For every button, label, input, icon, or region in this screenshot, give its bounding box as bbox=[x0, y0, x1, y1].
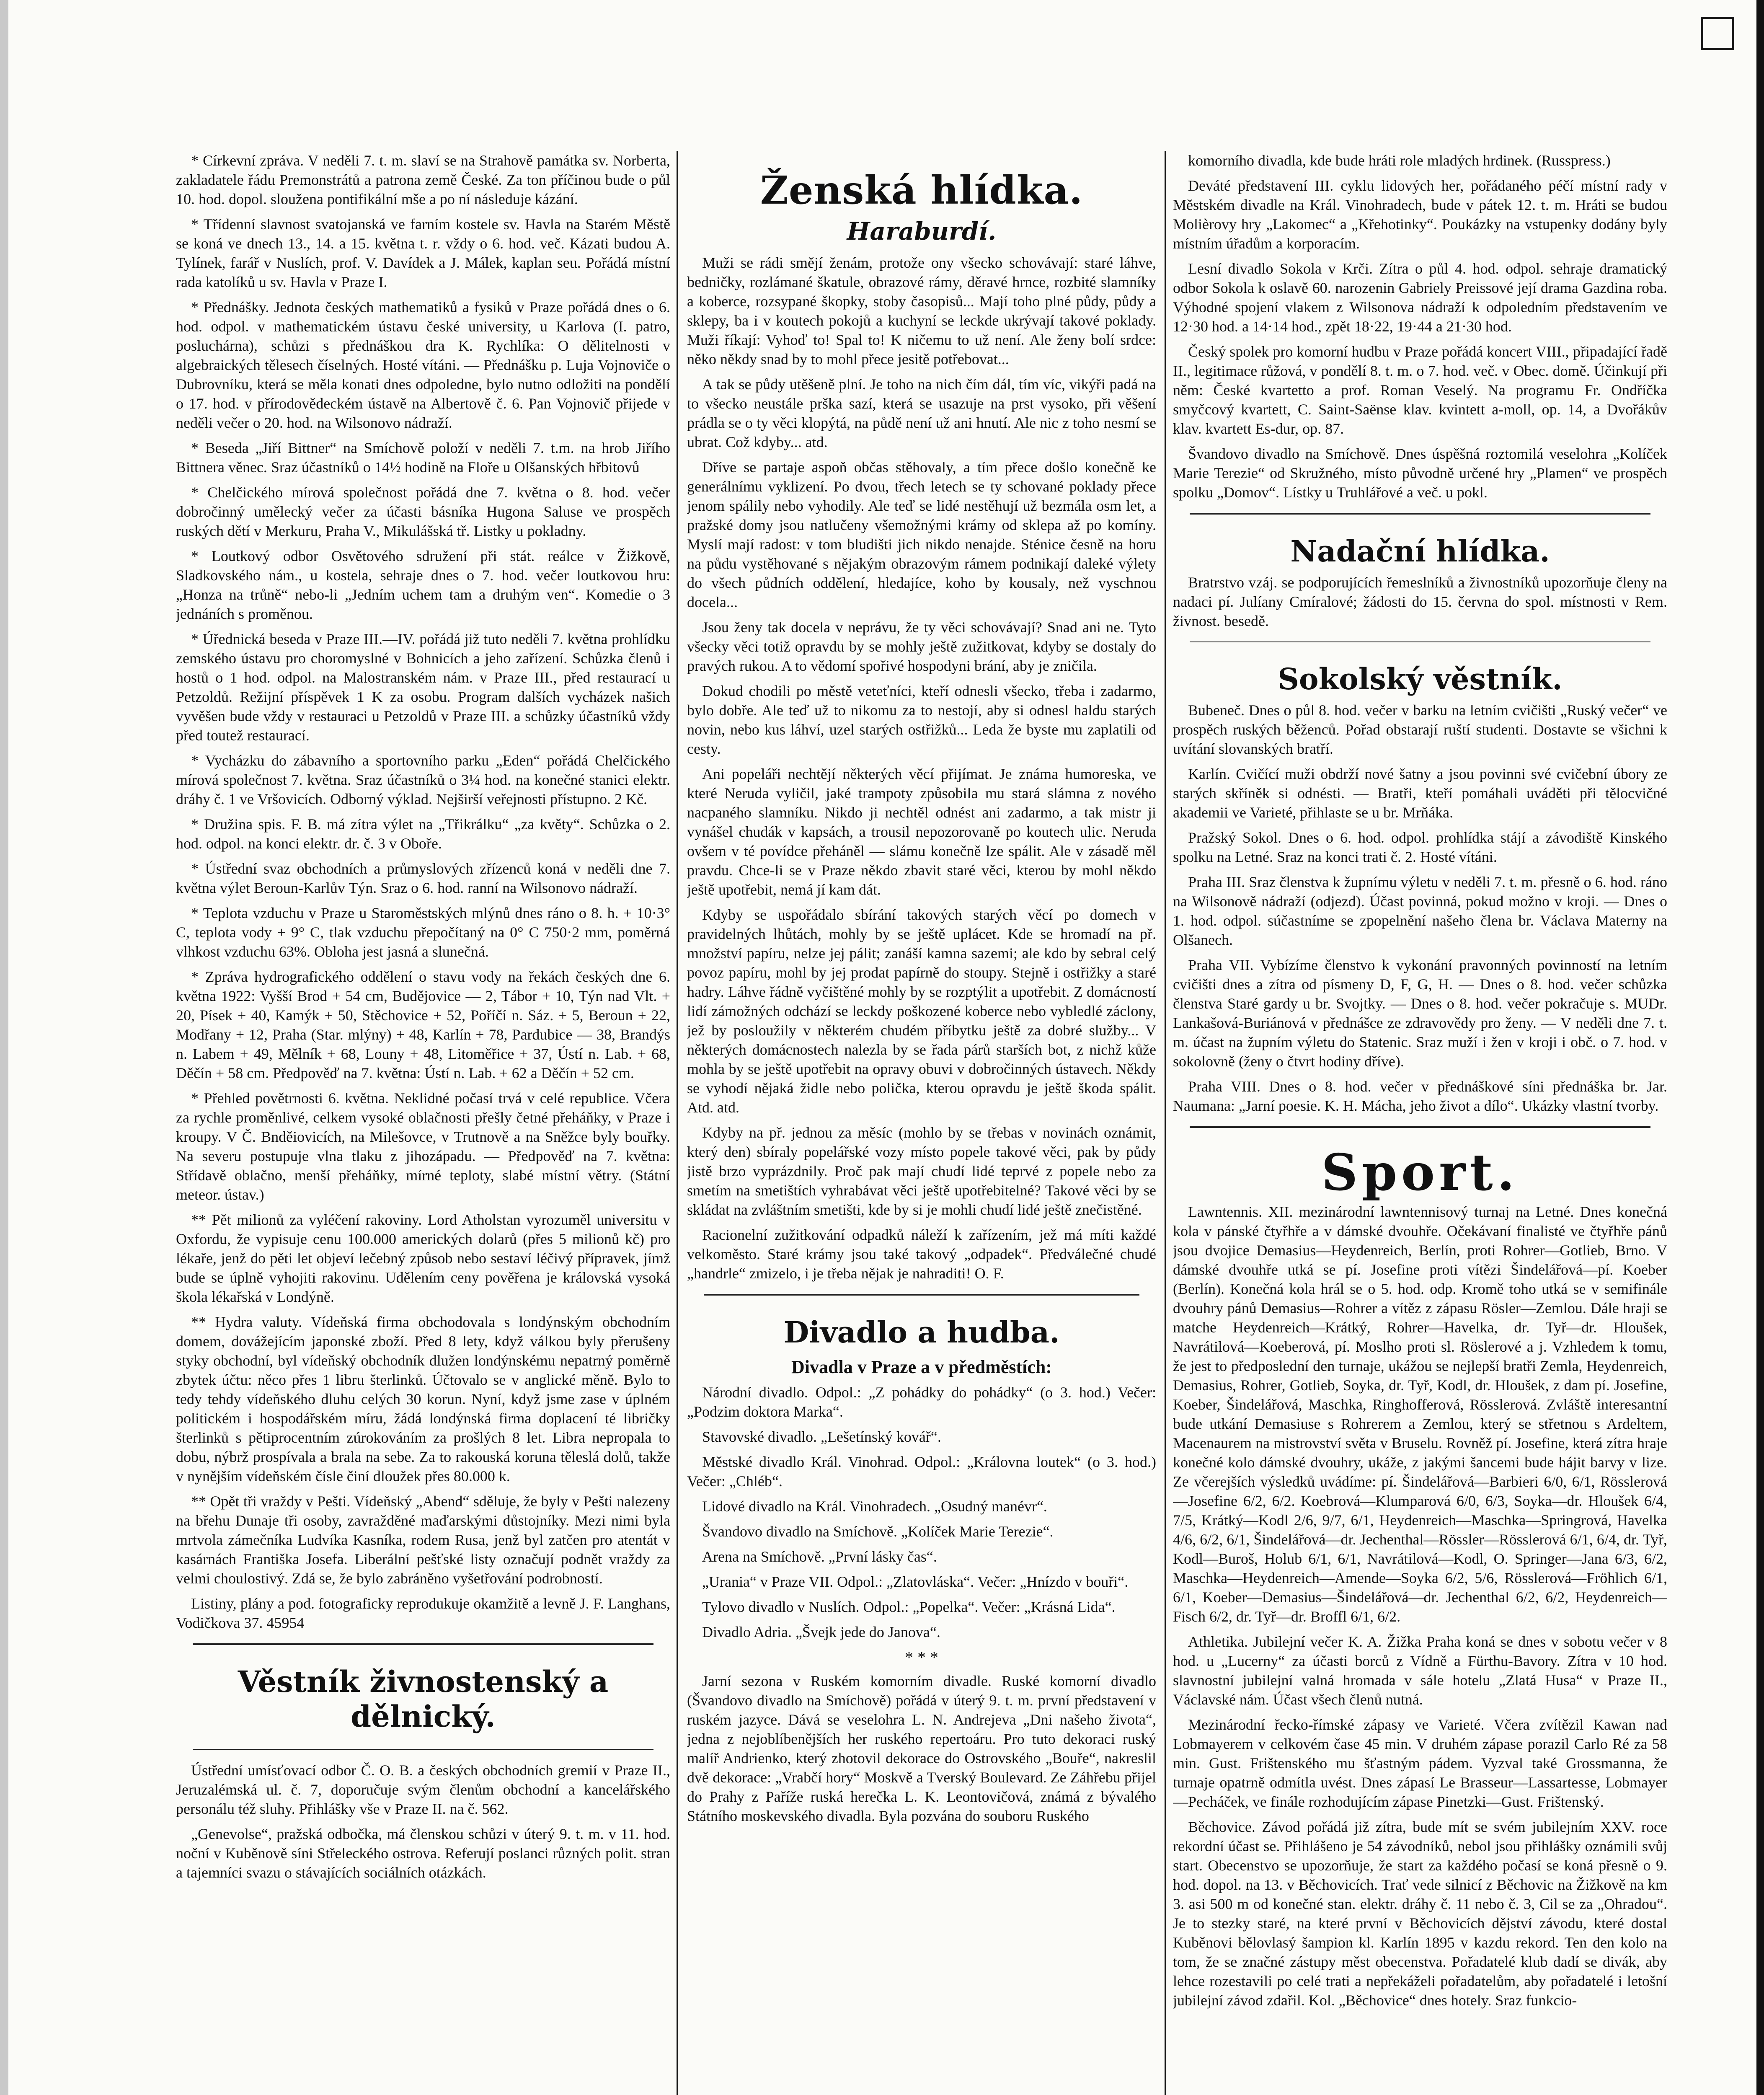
news-item: * Družina spis. F. B. má zítra výlet na „Třikrálku“ „za květy“. Schůzka o 2. hod. odpol. na konci elektr. dr. č. 3 v Oboře. bbox=[176, 816, 670, 852]
divider bbox=[193, 1749, 653, 1750]
sokol-item: Praha VIII. Dnes o 8. hod. večer v přednáškové síni přednáška br. Jar. Naumana: „Jarní poesie. K. H. Mácha, jeho život a dílo“. Ukázky vlastní tvorby. bbox=[1173, 1078, 1667, 1114]
news-item: ** Hydra valuty. Vídeňská firma obchodovala s londýnským obchodním domem, dovážejícím japonské zboží. Před 8 lety, když válkou byly přerušeny styky obchodní, byl vídeňský obchodník dlužen londýnskému nepatrný poměrně zbytek účtu: něco přes 1 libru šterlinků. Účtovalo se v anglické měně. Bylo to tedy tehdy vídeňského dluhu celých 30 korun. Nyní, když jsme zase v úplném politickém i hospodářském míru, žádá londýnská firma doplacení té libričky šterlinků s pětiprocentním zúrokováním za prošlých 8 let. Libra nepropala to dobu, nýbrž prospívala a brala na sebe. Za to rakouská koruna těleslá dolů, takže v nynějším vídeňském čísle činí dloužek přes 80.000 k. bbox=[176, 1314, 670, 1485]
article-paragraph: Dříve se partaje aspoň občas stěhovaly, a tím přece došlo konečně ke generálnímu vyklizení. Po dvou, třech letech se ty schované poklady přece jenom spálily nebo vyhodily. Ale teď se lidé nestěhují už bezmála osm let, a pražské domy jsou natlučeny všemožnými krámy od sklepa až po komíny. Myslí mají radost: v tom bludišti jich nikdo nenajde. Sténice česně na horu na půdu vystěhované s nějakým obrazovým rámem podnikají daleké výlety do všech půdních oddělení, hledajíce, koho by kousaly, než vyschnou docela... bbox=[687, 459, 1156, 610]
news-item: * Třídenní slavnost svatojanská ve farním kostele sv. Havla na Starém Městě se koná ve dnech 13., 14. a 15. května t. r. vždy o 6. hod. več. Kázati budou A. Tylínek, farář v Nuslích, prof. V. Davídek a J. Málek, kaplan seu. Pořádá místní rada katolíků u sv. Havla v Praze I. bbox=[176, 216, 670, 290]
news-item: * Přehled povětrnosti 6. května. Neklidné počasí trvá v celé republice. Včera za rychle proměnlivé, celkem vysoké oblačnosti přešly četné přeháňky, v Praze i kroupy. V Č. Bnděiovicích, na Milešovce, v Trutnově a na Sněžce byly bouřky. Na severu postupuje vlna tlaku z jihozápadu. — Předpověď na 7. května: Střídavě oblačno, menší přeháňky, mírné teploty, slabé místní větry. (Státní meteor. ústav.) bbox=[176, 1090, 670, 1203]
news-item: * Chelčického mírová společnost pořádá dne 7. května o 8. hod. večer dobročinný umělecký večer za účasti básníka Hugona Saluse ve prospěch ruských dětí v Merkuru, Praha V., Mikulášská tř. Listky u pokladny. bbox=[176, 484, 670, 539]
news-item: * Přednášky. Jednota českých mathematiků a fysiků v Praze pořádá dnes o 6. hod. odpol. v mathematickém ústavu české university, u Karlova (I. patro, posluchárna), schůzi s přednáškou dra K. Rychlíka: O dělitelnosti v algebraických tělesech číselných. Hosté vítáni. — Přednášku p. Luja Vojnoviče o Dubrovníku, která se měla konati dnes odpoledne, bylo nutno odložiti na pondělí o 17. hod. v přírodovědeckém ústavě na Albertově č. 6. Pan Vojnovič přijede v neděli večer o 20. hod. na Wilsonovo nádraží. bbox=[176, 299, 670, 431]
news-item: * Beseda „Jiří Bittner“ na Smíchově položí v neděli 7. t.m. na hrob Jiřího Bittnera věnec. Sraz účastníků o 14½ hodině na Floře u Olšanských hřbitovů bbox=[176, 440, 670, 476]
sport-item: Athletika. Jubilejní večer K. A. Žižka Praha koná se dnes v sobotu večer v 8 hod. u „Lucerny“ za účasti borců z Vídně a Fürthu-Bavory. Zítra v 10 hod. slavnostní jubilejní valná hromada v sále hotelu „Zlatá Husa“ v Praze II., Václavské nám. Účast všech členů nutná. bbox=[1173, 1633, 1667, 1708]
news-item: Listiny, plány a pod. fotograficky reprodukuje okamžitě a levně J. F. Langhans, Vodičkova 37. 45954 bbox=[176, 1595, 670, 1631]
theatre-item: Tylovo divadlo v Nuslích. Odpol.: „Popelka“. Večer: „Krásná Lida“. bbox=[702, 1598, 1116, 1615]
theatre-item: Národní divadlo. Odpol.: „Z pohádky do pohádky“ (o 3. hod.) Večer: „Podzim doktora Marka“. bbox=[687, 1384, 1156, 1420]
sport-item: Lawntennis. XII. mezinárodní lawntennisový turnaj na Letné. Dnes konečná kola v pánské čtyřhře a v dámské dvouhře. Očekávaní finalisté ve čtyřhře pánů jsou dvojice Demasius—Heydenreich, Berlín, proti Rohrer—Gotlieb, Brno. V dámské dvouhře utká se pí. Josefine proti vítězi Šindelářová—pí. Koeber (Berlín). Konečná kola hrál se o 5. hod. odp. Kromě toho utká se v semifinále dvouhry pánů Demasius—Rohrer a vítěz z zápasu Rösler—Zemlou. Dále hraji se matche Heydenreich—Krátký, Rohrer—Havelka, dr. Tyř—dr. Hloušek, Navrátilová—Koeberová, pí. Moslho proti sl. Röslerové a j. Vzhledem k tomu, že jest to předposlední den turnaje, ukážou se nejlepší bratři Zemla, Heydenreich, Demasius, Rohrer, Gotlieb, Soyka, dr. Tyř, Kodl, dr. Hloušek, z dam pí. Josefine, Koeber, Šindelářová, Maschka, Ringhofferová, Rösslerová. Zvláště interesantní bude utkání Demasiuse s Rohrerem a Zemlou, který se střetnou s Ardeltem, Macenaurem na mistrovství světa v Bruselu. Rovněž pí. Josefine, která zítra hraje konečné kolo dámské dvouhry, ukáže, z jakými šancemi bude hájit barvy v lize. Ze včerejších výsledků uvádíme: pí. Šindelářová—Barbieri 6/0, 6/1, Rösslerová—Josefine 6/2, 6/2. Koebrová—Klumparová 6/0, 6/3, Soyka—dr. Hloušek 6/4, 7/5, Krátký—Kodl 2/6, 9/7, 6/1, Heydenreich—Maschka—Springrová, Havelka 4/6, 6/2, 6/1, Šindelářová—dr. Jechenthal—Rössler—Rösslerová 6/1, 6/4, dr. Tyř, Kodl—Buroš, Holub 6/1, 6/1, Navrátilová—Kodl, O. Springer—Jana 6/3, 6/2, Maschka—Heydenreich—Amende—Soyka 6/2, 5/6, Rösslerová—Fröhlich 6/1, 6/1, Koeber—Demasius—Šindelářová—dr. Jechenthal 6/2, 6/2, Heydenreich—Fisch 6/2, dr. Tyř—dr. Broffl 6/1, 6/2. bbox=[1173, 1203, 1667, 1625]
divider bbox=[193, 1643, 653, 1645]
vestnik-items bbox=[176, 1761, 670, 1882]
section-heading-vestnik: Věstník živnostenský a dělnický. bbox=[238, 1664, 609, 1734]
section-heading-divadlo: Divadlo a hudba. bbox=[783, 1315, 1060, 1350]
theatre-item: Arena na Smíchově. „První lásky čas“. bbox=[702, 1548, 937, 1565]
news-item: * Teplota vzduchu v Praze u Staroměstských mlýnů dnes ráno o 8. h. + 10·3° C, teplota vody + 9° C, tlak vzduchu přepočítaný na 0° C 750·2 mm, poměrná vlhkost vzduchu 63%. Obloha jest jasná a slunečná. bbox=[176, 905, 670, 960]
sokol-item: Karlín. Cvičící muži obdrží nové šatny a jsou povinni své cvičební úbory ze starých skříněk si odnésti. — Bratři, kteří pomáhali uváděti při tělocvičné akademii ve Varieté, přihlaste se u br. Mrňáka. bbox=[1173, 766, 1667, 821]
vestnik-item: Ústřední umísťovací odbor Č. O. B. a českých obchodních gremií v Praze II., Jeruzalémská ul. č. 7, doporučuje svým členům obchodní a kancelářského personálu též sluhy. Přihlášky vše v Praze II. na č. 562. bbox=[176, 1762, 670, 1817]
theatre-item: Divadlo Adria. „Švejk jede do Janova“. bbox=[702, 1624, 940, 1640]
news-item: ** Pět milionů za vyléčení rakoviny. Lord Atholstan vyrozuměl universitu v Oxfordu, že vypisuje cenu 100.000 amerických dolarů (přes 5 milionů kč) pro lékaře, jenž do pěti let objeví lečebný způsob nebo sestaví léčivý přípravek, jímž bude se úplně vyhojiti rakovinu. Udělením ceny pověřena je královská vysoká škola lékařská v Londýně. bbox=[176, 1211, 670, 1305]
sport-items bbox=[1173, 1202, 1667, 2010]
column-1 bbox=[176, 151, 670, 2095]
section-heading-sport: Sport. bbox=[1321, 1143, 1519, 1202]
theatre-item: Švandovo divadlo na Smíchově. „Kolíček Marie Terezie“. bbox=[702, 1523, 1054, 1540]
news-item: * Zpráva hydrografického oddělení o stavu vody na řekách českých dne 6. května 1922: Vyšší Brod + 54 cm, Budějovice — 2, Tábor + 10, Týn nad Vlt. + 20, Písek + 40, Kamýk + 50, Stěchovice + 52, Poříčí n. Sáz. + 5, Beroun + 22, Modřany + 12, Praha (Star. mlýny) + 48, Karlín + 78, Pardubice — 38, Brandýs n. Labem + 49, Mělník + 68, Louny + 48, Litoměřice + 37, Ústí n. Lab. + 68, Děčín + 58 cm. Předpověď na 7. května: Ústí n. Lab. + 62 a Děčín + 52 cm. bbox=[176, 968, 670, 1081]
news-item: * Církevní zpráva. V neděli 7. t. m. slaví se na Strahově památka sv. Norberta, zakladatele řádu Premonstrátů a patrona země České. Za ton příčinou bude o půl 10. hod. dopol. sloužena pontifikální mše a po ní následuje kázání. bbox=[176, 152, 670, 207]
theatre-item: Městské divadlo Král. Vinohrad. Odpol.: „Královna loutek“ (o 3. hod.) Večer: „Chléb“. bbox=[687, 1454, 1156, 1490]
news-item: * Loutkový odbor Osvětového sdružení při stát. reálce v Žižkově, Sladkovského nám., u kostela, sehraje dnes o 7. hod. večer loutkovou hru: „Honza na trůně“ nebo-li „Jedním uchem tam a druhým ven“. Komedie o 3 jednáních s proměnou. bbox=[176, 548, 670, 622]
news-item: ** Opět tři vraždy v Pešti. Vídeňský „Abend“ sděluje, že byly v Pešti nalezeny na břehu Dunaje tři osoby, zavražděné maďarskými důstojníky. Mezi nimi byla mrtvola zámečníka Ludvíka Kasníka, rodem Rusa, jenž byl zatčen pro atentát v kasárnách Františka Josefa. Liberální pešťské listy označují podnět vraždy za velmi choulostivý. Zdá se, že bylo zabráněno vyšetřování podrobností. bbox=[176, 1493, 670, 1587]
theatre-item: Stavovské divadlo. „Lešetínský kovář“. bbox=[702, 1428, 941, 1445]
divider bbox=[1190, 513, 1650, 515]
article-paragraph: Racionelní zužitkování odpadků náleží k zařízením, jež má míti každé velkoměsto. Staré krámy jsou také takový „odpadek“. Předválečné chudé „handrle“ zmizelo, i je třeba nějak je nahraditi! O. F. bbox=[687, 1226, 1156, 1282]
sport-item: Mezinárodní řecko-římské zápasy ve Varieté. Včera zvítězil Kawan nad Lobmayerem v celkovém čase 45 min. V druhém zápase porazil Carlo Ré za 58 min. Gust. Frištenského mu šťastným pádem. Vyzval také Grossmanna, že turnaje opatrně odmítla uvést. Dnes zápasí Le Brasseur—Lassartesse, Lobmayer—Pecháček, ve finále rozhodujícím zápase Pinetzki—Gust. Frištenský. bbox=[1173, 1716, 1667, 1810]
theatre-item: Deváté představení III. cyklu lidových her, pořádaného péčí místní rady v Městském divadle na Král. Vinohradech, bude v pátek 12. t. m. Hráti se budou Molièrovy hry „Lakomec“ a „Křehotinky“. Poukázky na vstupenky dodány byly místním úřadům a korporacím. bbox=[1173, 177, 1667, 252]
news-item: * Ústřední svaz obchodních a průmyslových zřízenců koná v neděli dne 7. května výlet Beroun-Karlův Týn. Sraz o 6. hod. ranní na Wilsonovo nádraží. bbox=[176, 860, 670, 896]
theatre-item: Český spolek pro komorní hudbu v Praze pořádá koncert VIII., připadající řadě II., legitimace růžová, v pondělí 8. t. m. o 7. hod. več. v Obec. domě. Účinkují při něm: České kvartetto a prof. Roman Veselý. Na programu Fr. Ondříčka smyčcový kvartett, C. Saint-Saënse klav. kvintett a-moll, op. 14, a Dvořákův klav. kvartett Es-dur, op. 87. bbox=[1173, 343, 1667, 437]
sokol-items bbox=[1173, 701, 1667, 1115]
corner-mark bbox=[1701, 17, 1734, 50]
theatre-item: Lidové divadlo na Král. Vinohradech. „Osudný manévr“. bbox=[702, 1498, 1047, 1515]
sokol-item: Bubeneč. Dnes o půl 8. hod. večer v barku na letním cvičišti „Ruský večer“ ve prospěch ruských běženců. Pořad obstarají ruští studenti. Dostavte se všichni k uvítání slovanských bratří. bbox=[1173, 702, 1667, 757]
separator-stars: * * * bbox=[905, 1648, 938, 1667]
theatre-item: Lesní divadlo Sokola v Krči. Zítra o půl 4. hod. odpol. sehraje dramatický odbor Sokola k oslavě 60. narozenin Gabriely Preissové její drama Gazdina roba. Výhodné spojení vlakem z Wilsonova nádraží k odpoledním představením ve 12·30 hod. a 14·14 hod., zpět 18·22, 19·44 a 21·30 hod. bbox=[1173, 260, 1667, 335]
article-body bbox=[687, 253, 1156, 1283]
sokol-item: Pražský Sokol. Dnes o 6. hod. odpol. prohlídka stájí a závodiště Kinského spolku na Letné. Sraz na konci trati č. 2. Hosté vítáni. bbox=[1173, 829, 1667, 865]
article-paragraph: A tak se půdy utěšeně plní. Je toho na nich čím dál, tím víc, vikýři padá na to všecko neustále prška sazí, která se usazuje na prst vysoko, při věšení prádla se o ty věci klopýtá, na půdě není už ani hnutí. Ale nic z toho nesmí se ubrat. Což kdyby... atd. bbox=[687, 376, 1156, 450]
sokol-item: Praha VII. Vybízíme členstvo k vykonání pravonných povinností na letním cvičišti dnes a zítra od písmeny D, F, G, H. — Dnes o 8. hod. večer schůzka členstva Staré gardy u br. Svojtky. — Dnes o 8. hod. večer pokračuje s. MUDr. Lankašová-Buriánová v přednášce ze zdravovědy pro ženy. — V neděli dne 7. t. m. účast na župním výletu do Statenic. Sraz muží i žen v kroji i obč. o 7. hod. v sokolovně (ženy o čtvrt hodiny dříve). bbox=[1173, 957, 1667, 1070]
article-paragraph: Jsou ženy tak docela v neprávu, že ty věci schovávají? Snad ani ne. Tyto všecky věci totiž opravdu by se mohly ještě zužitkovat, kdyby se dostaly do pravých rukou. A to vědomí spořivé hospodyni brání, aby je zničila. bbox=[687, 619, 1156, 674]
column-2 bbox=[687, 151, 1156, 2095]
column-rule bbox=[1165, 151, 1166, 2095]
divider bbox=[1190, 641, 1650, 642]
divider bbox=[1190, 1126, 1650, 1128]
theatre-item: komorního divadla, kde bude hráti role mladých hrdinek. (Russpress.) bbox=[1188, 152, 1611, 169]
article-paragraph: Ani popeláři nechtějí některých věcí přijímat. Je známa humoreska, ve které Neruda vyličil, jaké trampoty způsobila mu stará slámna z nového nacpaného slamníku. Nikdo ji nechtěl odnést ani zadarmo, a tak mistr ji vynášel chudák v kapsách, a trousil nepozorovaně po koutech ulic. Neruda ovšem v té povídce přeháněl — slámu konečně lze spálit. Ale v zásadě měl pravdu. Chce-li se v Praze někdo zbavit staré věci, kterou by mohl někdo ještě upotřebit, nemá jí kam dát. bbox=[687, 766, 1156, 898]
nadace-text: Bratrstvo vzáj. se podporujících řemeslníků a živnostníků upozorňuje členy na nadaci pí. Julíany Cmíralové; žádosti do 15. června do spol. místnosti v Rem. živnost. besedě. bbox=[1173, 574, 1667, 629]
article-paragraph: Kdyby se uspořádalo sbírání takových starých věcí po domech v pravidelných lhůtách, mohly by se ještě uplácet. Kde se hromadí na př. množství papíru, nelze jej pálit; zanáší kamna sazemi; ale kdo by sebral celý povoz papíru, mohl by jej prodat papírně do stoupy. Stejně i ostřižky a staré hadry. Láhve řádně vyčištěné mohly by se rozptýlit a upotřebit. Z domácností lidí zámožných odchází se leckdy poškozené koberce nebo vybledlé záclony, jež by posloužily v některém chudém příbytku ještě za dobré služby... V některých domácnostech nalezla by se řada párů starších bot, z nichž kůže mohla by se ještě upotřebit na opravy obuvi v dobročinných ústavech. Někdy se vyhodí nějaká židle nebo polička, kterou opravdu je ještě škoda spálit. Atd. atd. bbox=[687, 906, 1156, 1116]
theatre-item: Švandovo divadlo na Smíchově. Dnes úspěšná roztomilá veselohra „Kolíček Marie Terezie“ od Skružného, místo původně určené hry „Plamen“ ve prospěch spolku „Domov“. Lístky u Truhlářové a več. u pokl. bbox=[1173, 445, 1667, 501]
news-items bbox=[176, 151, 670, 1632]
news-item: * Vycházku do zábavního a sportovního parku „Eden“ pořádá Chelčického mírová společnost 7. května. Sraz účastníků o 3¼ hod. na konečné stanici elektr. dráhy č. 1 ve Vršovicích. Odborný výklad. Nejširší veřejnosti přístupno. 2 Kč. bbox=[176, 752, 670, 807]
theatre-listing bbox=[687, 1383, 1156, 1642]
theatre-note: Jarní sezona v Ruském komorním divadle. Ruské komorní divadlo (Švandovo divadlo na Smíchově) pořádá v úterý 9. t. m. první představení v ruském jazyce. Dává se veselohra L. N. Andrejeva „Dni našeho života“, jedna z nejoblíbenějších her ruského repertoáru. Pro tuto dekoraci ruský malíř Andrienko, který zhotovil dekorace do Ostrovského „Bouře“, nakreslil dvě dekorace: „Vrabčí hory“ Moskvě a Tverský Boulevard. Ze Záhřebu přijel do Prahy z Paříže ruská herečka L. K. Leontovičová, známá z bývalého Státního moskevského divadla. Byla pozvána do souboru Ruského bbox=[687, 1673, 1156, 1824]
section-heading-sokolsky: Sokolský věstník. bbox=[1278, 662, 1563, 696]
divider bbox=[704, 1294, 1139, 1296]
theatre-item: „Urania“ v Praze VII. Odpol.: „Zlatovláska“. Večer: „Hnízdo v bouři“. bbox=[702, 1573, 1129, 1590]
theatre-continued bbox=[1173, 151, 1667, 502]
sokol-item: Praha III. Sraz členstva k župnímu výletu v neděli 7. t. m. přesně o 6. hod. ráno na Wilsonově nádraží (odjezd). Účast povinná, pokud možno v kroji. — Dnes o 1. hod. odpol. súčastníme se zpopelnění našeho člena br. Václava Materny na Olšanech. bbox=[1173, 874, 1667, 948]
article-paragraph: Muži se rádi smějí ženám, protože ony všecko schovávají: staré láhve, bedničky, rozlámané škatule, obrazové rámy, děravé hrnce, rozbité slamníky a koberce, rozsypané škopky, stoby časopisů... Mají toho plné půdy, půdy a sklepy, ba i v koutech pokojů a kuchyní se leckde ukrývají takové poklady. Muži říkají: Vyhoď to! Spal to! K ničemu to už není. Ale ženy bolí srdce: něko někdy snad by to mohl přece jesitě potřebovat... bbox=[687, 254, 1156, 367]
news-item: * Úřednická beseda v Praze III.—IV. pořádá již tuto neděli 7. května prohlídku zemského ústavu pro choromyslné v Bohnicích a jeho zařízení. Schůzka členů i hostů o 1 hod. odpol. na Malostranském nám. v Praze III., před restaurací u Petzoldů. Režijní příspěvek 1 K za osobu. Program dalších vycházek našich vyvěšen bude vždy v restauraci u Petzoldů v Praze III. a schůzky účastníků vždy před toutež restaurací. bbox=[176, 631, 670, 744]
sport-item: Běchovice. Závod pořádá již zítra, bude mít se svém jubilejním XXV. roce rekordní účast se. Přihlášeno je 54 závodníků, nebol jsou přihlášky oznámili svůj start. Obecenstvo se upozorňuje, že start za každého počasí se koná přesně o 9. hod. dopol. na 13. v Běchovicích. Trať vede silnicí z Běchovic na Žižkově na km 3. asi 500 m od konečné stan. elektr. dráhy č. 11 nebo č. 3, Cil se za „Ohradou“. Je to stezky staré, na které první v Běchovicích dějství závodu, které dostal Kuběnovi bělovlasý šampion kl. Karlín 1895 v kazdu rekord. Ten den kolo na tom, že se značné zástupy měst obecenstva. Pořadatelé klub dadí se divák, aby lehce rozestavili po celé trati a nepřekáželi pořadatelům, aby pořadatelé i letošní jubilejní závod zdařil. Kol. „Běchovice“ dnes hotely. Sraz funkcio- bbox=[1173, 1818, 1667, 2009]
column-3 bbox=[1173, 151, 1667, 2095]
article-paragraph: Dokud chodili po městě veteťníci, kteří odnesli všecko, třeba i zadarmo, bylo dobře. Ale teď už to nikomu za to nestojí, aby si odnesl haldu starých novin, nebo kus láhví, uzel starých ostřižků... Leda že byste mu zaplatili od cesty. bbox=[687, 683, 1156, 757]
section-heading-nadacni: Nadační hlídka. bbox=[1290, 534, 1550, 569]
article-paragraph: Kdyby na př. jednou za měsíc (mohlo by se třebas v novinách oznámit, který den) sbíraly popelářské vozy místo popele takové věci, pak by půdy jistě brzo vyprázdnily. Proč pak mají chudí lidé teprvé z popele nebo za smetím na smetištích vyhrabávat věci ještě upotřebitelné? Takové věci by se skládat na zvláštním smetišti, kde by si je mohli chudí lidé ještě znečistěné. bbox=[687, 1124, 1156, 1218]
scan-edge-left bbox=[0, 0, 8, 2095]
scan-edge-right bbox=[1756, 0, 1764, 2095]
theatre-subheading: Divadla v Praze a v předměstích: bbox=[791, 1357, 1052, 1377]
vestnik-item: „Genevolse“, pražská odbočka, má členskou schůzi v úterý 9. t. m. v 11. hod. noční v Kuběnově síni Střeleckého ostrova. Referují poslanci různých polit. stran a tajemníci svazu o stávajících sociálních otázkách. bbox=[176, 1826, 670, 1881]
article-title-haraburdi: Haraburdí. bbox=[847, 217, 997, 246]
column-rule bbox=[677, 151, 678, 2095]
section-heading-zenska-hlidka: Ženská hlídka. bbox=[760, 168, 1083, 213]
